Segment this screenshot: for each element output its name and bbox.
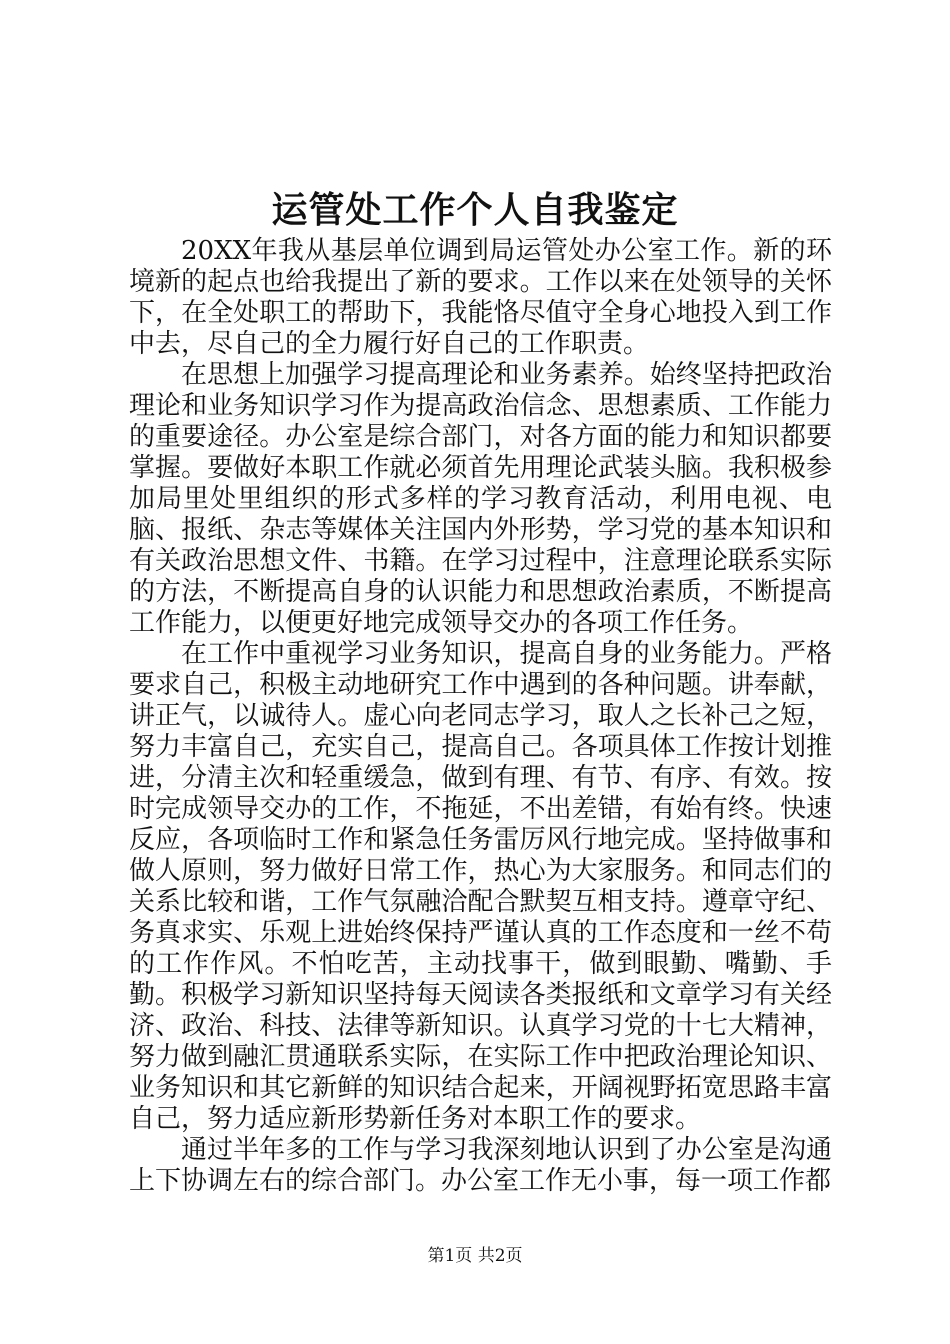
paragraph: 在思想上加强学习提高理论和业务素养。始终坚持把政治理论和业务知识学习作为提高政治信念、思想素质、工作能力的重要途径。办公室是综合部门，对各方面的能力和知识都要掌握。要做好本职工作就必须首先用理论武装头脑。我积极参加局里处里组织的形式多样的学习教育活动，利用电视、电脑、报纸、杂志等媒体关注国内外形势，学习党的基本知识和有关政治思想文件、书籍。在学习过程中，注意理论联系实际的方法，不断提高自身的认识能力和思想政治素质，不断提高工作能力，以便更好地完成领导交办的各项工作任务。	[129, 360, 832, 638]
paragraph: 通过半年多的工作与学习我深刻地认识到了办公室是沟通上下协调左右的综合部门。办公室工作无小事，每一项工作都	[129, 1135, 832, 1196]
document-title: 运管处工作个人自我鉴定	[271, 189, 679, 231]
document-body	[129, 236, 832, 1197]
paragraph: 20XX年我从基层单位调到局运管处办公室工作。新的环境新的起点也给我提出了新的要求。工作以来在处领导的关怀下，在全处职工的帮助下，我能恪尽值守全身心地投入到工作中去，尽自己的全力履行好自己的工作职责。	[129, 236, 832, 359]
paragraph: 在工作中重视学习业务知识，提高自身的业务能力。严格要求自己，积极主动地研究工作中遇到的各种问题。讲奉献，讲正气，以诚待人。虚心向老同志学习，取人之长补己之短，努力丰富自己，充实自己，提高自己。各项具体工作按计划推进，分清主次和轻重缓急，做到有理、有节、有序、有效。按时完成领导交办的工作，不拖延，不出差错，有始有终。快速反应，各项临时工作和紧急任务雷厉风行地完成。坚持做事和做人原则，努力做好日常工作，热心为大家服务。和同志们的关系比较和谐，工作气氛融洽配合默契互相支持。遵章守纪、务真求实、乐观上进始终保持严谨认真的工作态度和一丝不苟的工作作风。不怕吃苦，主动找事干，做到眼勤、嘴勤、手勤。积极学习新知识坚持每天阅读各类报纸和文章学习有关经济、政治、科技、法律等新知识。认真学习党的十七大精神，努力做到融汇贯通联系实际，在实际工作中把政治理论知识、业务知识和其它新鲜的知识结合起来，开阔视野拓宽思路丰富自己，努力适应新形势新任务对本职工作的要求。	[129, 639, 832, 1134]
page-number-footer: 第1页 共2页	[427, 1246, 523, 1266]
